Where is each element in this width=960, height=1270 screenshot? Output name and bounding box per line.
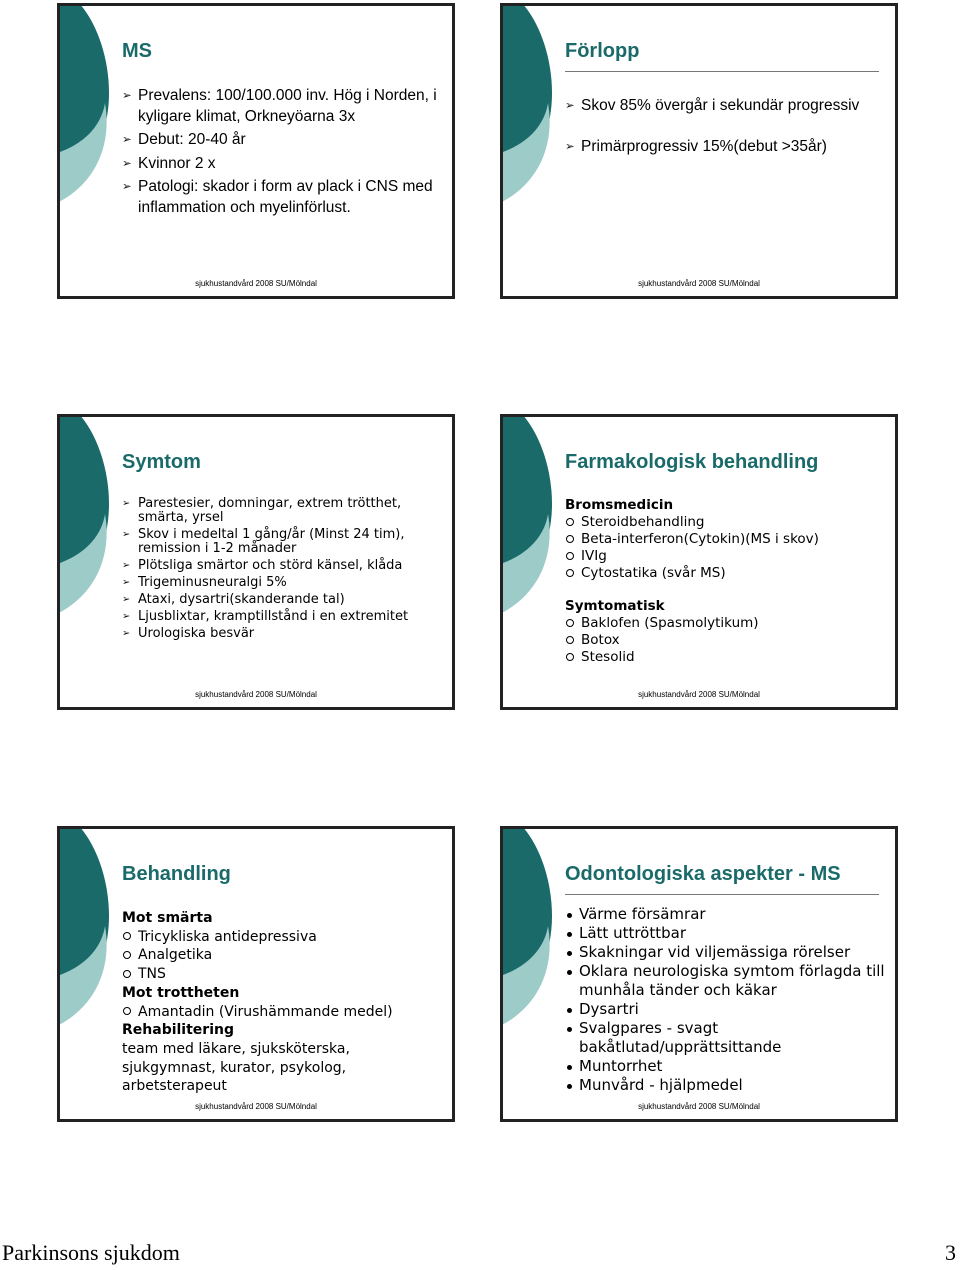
list-item: Stesolid bbox=[565, 649, 885, 666]
list-item: Svalgpares - svagt bakåtlutad/upprättsittande bbox=[565, 1019, 885, 1057]
list-item: ➢ Trigeminusneuralgi 5% bbox=[122, 575, 287, 590]
circle-bullet-icon bbox=[566, 569, 574, 577]
dot-bullet-icon bbox=[567, 913, 572, 918]
list-item: Värme försämrar bbox=[565, 905, 885, 924]
circle-bullet-icon bbox=[123, 951, 131, 959]
circle-bullet-icon bbox=[123, 932, 131, 940]
slide-footer: sjukhustandvård 2008 SU/Mölndal bbox=[638, 279, 760, 288]
dot-bullet-icon bbox=[567, 1008, 572, 1013]
dot-bullet-icon bbox=[567, 1027, 572, 1032]
list-item: Oklara neurologiska symtom förlagda till munhåla tänder och käkar bbox=[565, 962, 885, 1000]
list-item: Muntorrhet bbox=[565, 1057, 885, 1076]
list-item: ➢ Skov 85% övergår i sekundär progressiv bbox=[565, 97, 860, 114]
slide-decoration bbox=[57, 3, 117, 299]
slide-title: Odontologiska aspekter - MS bbox=[565, 863, 841, 885]
group-heading: Mot smärta bbox=[122, 910, 213, 926]
slide-ms bbox=[57, 3, 455, 299]
arrow-bullet-icon: ➢ bbox=[122, 156, 132, 170]
page-footer bbox=[0, 1240, 960, 1270]
slide-title: Förlopp bbox=[565, 40, 640, 62]
slide-decoration bbox=[57, 826, 117, 1122]
dot-bullet-icon bbox=[567, 970, 572, 975]
list-item: ➢ Ljusblixtar, kramptillstånd i en extremitet bbox=[122, 609, 409, 624]
group-heading: Symtomatisk bbox=[565, 598, 665, 614]
circle-bullet-icon bbox=[566, 636, 574, 644]
slide-footer: sjukhustandvård 2008 SU/Mölndal bbox=[638, 690, 760, 699]
arrow-bullet-icon: ➢ bbox=[122, 180, 132, 193]
bullet-list bbox=[122, 928, 442, 984]
slide-decoration bbox=[57, 414, 117, 710]
bullet-list bbox=[565, 514, 885, 582]
list-item: Baklofen (Spasmolytikum) bbox=[565, 615, 885, 632]
circle-bullet-icon bbox=[566, 619, 574, 627]
slide-forlopp bbox=[500, 3, 898, 299]
slide-footer: sjukhustandvård 2008 SU/Mölndal bbox=[195, 690, 317, 699]
slide-title: Symtom bbox=[122, 451, 201, 473]
list-item: ➢ Urologiska besvär bbox=[122, 626, 255, 641]
group-heading: Bromsmedicin bbox=[565, 497, 674, 513]
slide-farmakologisk-behandling bbox=[500, 414, 898, 710]
slide-decoration bbox=[500, 414, 560, 710]
circle-bullet-icon bbox=[566, 653, 574, 661]
arrow-bullet-icon: ➢ bbox=[565, 140, 575, 153]
arrow-bullet-icon: ➢ bbox=[122, 560, 131, 571]
list-item: TNS bbox=[122, 965, 442, 984]
list-item: IVIg bbox=[565, 548, 885, 565]
group-heading: Rehabilitering bbox=[122, 1022, 234, 1039]
arrow-bullet-icon: ➢ bbox=[122, 89, 132, 102]
list-item: Analgetika bbox=[122, 946, 442, 965]
dot-bullet-icon bbox=[567, 1065, 572, 1070]
list-item: Munvård - hjälpmedel bbox=[565, 1076, 885, 1095]
circle-bullet-icon bbox=[123, 1007, 131, 1015]
group-text: team med läkare, sjuksköterska, sjukgymnast, kurator, psykolog, arbetsterapeut bbox=[122, 1040, 350, 1095]
list-item: ➢ Primärprogressiv 15%(debut >35år) bbox=[565, 138, 827, 155]
list-item: ➢ Debut: 20-40 år bbox=[122, 130, 442, 151]
arrow-bullet-icon: ➢ bbox=[122, 577, 131, 588]
slide-title: Farmakologisk behandling bbox=[565, 451, 819, 473]
list-item: ➢ Plötsliga smärtor och störd känsel, klåda bbox=[122, 558, 403, 573]
list-item: Amantadin (Virushämmande medel) bbox=[122, 1003, 442, 1022]
document-title: Parkinsons sjukdom bbox=[2, 1240, 180, 1265]
slide-symtom bbox=[57, 414, 455, 710]
slide-decoration bbox=[500, 3, 560, 299]
list-item: ➢ Kvinnor 2 x bbox=[122, 154, 442, 175]
list-item: Cytostatika (svår MS) bbox=[565, 565, 885, 582]
slide-odontologiska-aspekter bbox=[500, 826, 898, 1122]
arrow-bullet-icon: ➢ bbox=[122, 133, 132, 146]
bullet-list bbox=[565, 615, 885, 666]
list-item: Botox bbox=[565, 632, 885, 649]
bullet-list bbox=[122, 86, 442, 218]
dot-bullet-icon bbox=[567, 1084, 572, 1089]
group-heading: Mot trottheten bbox=[122, 984, 240, 1001]
slide-footer: sjukhustandvård 2008 SU/Mölndal bbox=[195, 1102, 317, 1111]
list-item: Tricykliska antidepressiva bbox=[122, 928, 442, 947]
slide-decoration bbox=[500, 826, 560, 1122]
arrow-bullet-icon: ➢ bbox=[122, 628, 131, 639]
bullet-list bbox=[565, 905, 885, 1095]
circle-bullet-icon bbox=[566, 552, 574, 560]
title-divider bbox=[565, 71, 879, 72]
slide-title: Behandling bbox=[122, 863, 231, 885]
bullet-list bbox=[122, 497, 442, 641]
list-item: ➢ Prevalens: 100/100.000 inv. Hög i Norden, i kyligare klimat, Orkneyöarna 3x bbox=[122, 87, 437, 125]
list-item: ➢ Patologi: skador i form av plack i CNS med inflammation och myelinförlust. bbox=[122, 178, 433, 216]
list-item: Dysartri bbox=[565, 1000, 885, 1019]
slide-title: MS bbox=[122, 40, 152, 62]
page-number: 3 bbox=[945, 1240, 956, 1265]
arrow-bullet-icon: ➢ bbox=[122, 594, 131, 605]
list-item: ➢ Parestesier, domningar, extrem trötthet, smärta, yrsel bbox=[122, 496, 402, 525]
slide-behandling bbox=[57, 826, 455, 1122]
slide-content bbox=[122, 909, 442, 1096]
arrow-bullet-icon: ➢ bbox=[565, 99, 575, 112]
bullet-list bbox=[122, 1003, 442, 1022]
circle-bullet-icon bbox=[123, 970, 131, 978]
bullet-list bbox=[565, 96, 885, 157]
list-item: Lätt uttröttbar bbox=[565, 924, 885, 943]
list-item: Beta-interferon(Cytokin)(MS i skov) bbox=[565, 531, 885, 548]
list-item: ➢ Ataxi, dysartri(skanderande tal) bbox=[122, 592, 345, 607]
arrow-bullet-icon: ➢ bbox=[122, 498, 131, 509]
circle-bullet-icon bbox=[566, 518, 574, 526]
arrow-bullet-icon: ➢ bbox=[122, 529, 131, 540]
slide-footer: sjukhustandvård 2008 SU/Mölndal bbox=[195, 279, 317, 288]
slide-content bbox=[565, 497, 885, 666]
slide-footer: sjukhustandvård 2008 SU/Mölndal bbox=[638, 1102, 760, 1111]
list-item: ➢ Skov i medeltal 1 gång/år (Minst 24 tim), remission i 1-2 månader bbox=[122, 527, 405, 556]
list-item: Steroidbehandling bbox=[565, 514, 885, 531]
title-divider bbox=[565, 894, 879, 895]
dot-bullet-icon bbox=[567, 932, 572, 937]
circle-bullet-icon bbox=[566, 535, 574, 543]
list-item: Skakningar vid viljemässiga rörelser bbox=[565, 943, 885, 962]
arrow-bullet-icon: ➢ bbox=[122, 611, 131, 622]
dot-bullet-icon bbox=[567, 951, 572, 956]
